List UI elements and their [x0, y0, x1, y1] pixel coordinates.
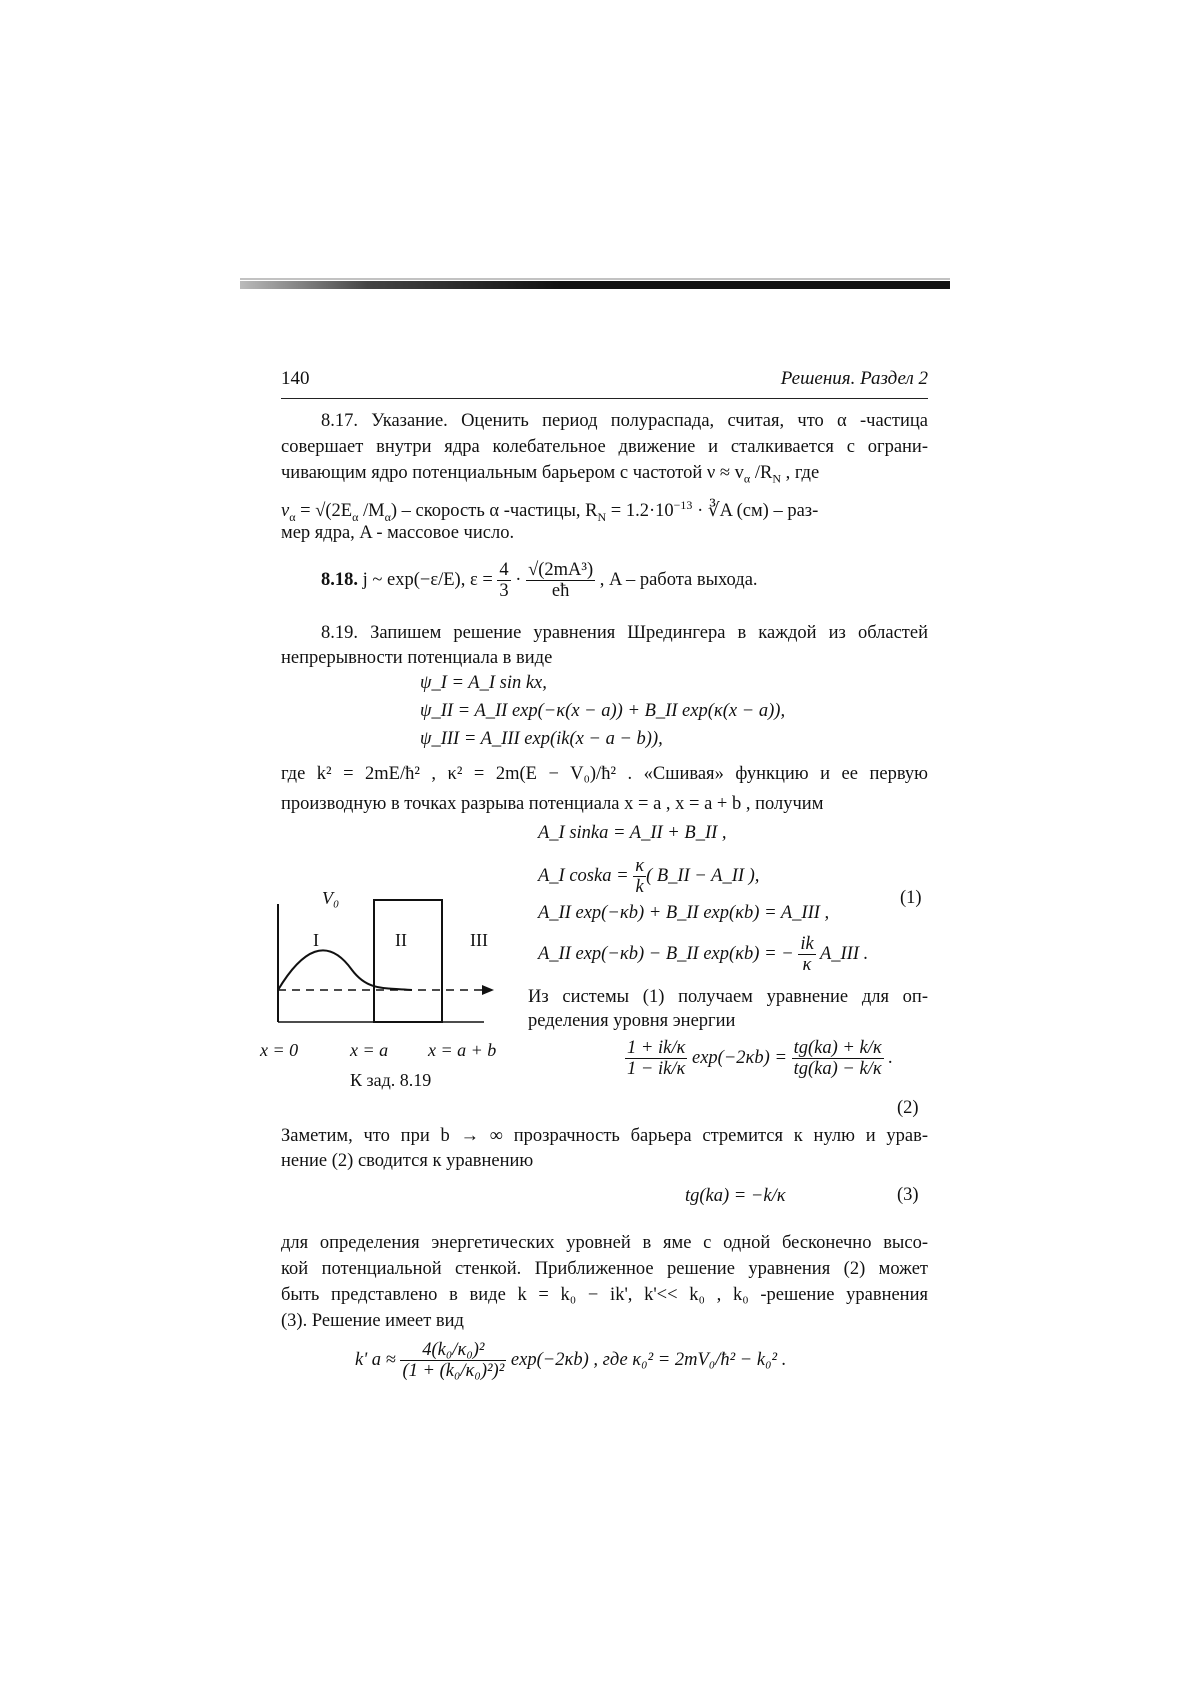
right-text-1: Из системы (1) получаем уравнение для оп- — [528, 987, 928, 1007]
sys-eq-2: A_I coska = $\frac{\kappa}{k}$ ( B_II − A_II ), — [538, 856, 760, 897]
p819-line7: для определения энергетических уровней в яме с одной бесконечно высо- — [281, 1233, 928, 1253]
eq-number-2: (2) — [897, 1098, 919, 1118]
p819-line10: (3). Решение имеет вид — [281, 1311, 464, 1331]
figure-caption: К зад. 8.19 — [350, 1070, 432, 1090]
fig-label-region-3: III — [470, 930, 488, 950]
p819-line4: производную в точках разрыва потенциала x = a , x = a + b , получим — [281, 794, 824, 814]
section-title: Решения. Раздел 2 — [780, 368, 928, 389]
barrier-rect — [374, 900, 442, 1022]
p819-line3: где k² = 2mE/ħ² , κ² = 2m(E − V₀)/ħ² . «Сшивая» функцию и ее первую — [281, 764, 928, 784]
sys-eq-1: A_I sinka = A_II + B_II , — [538, 823, 727, 843]
fig-label-xab: x = a + b — [428, 1040, 497, 1060]
p819-line1: 8.19. Запишем решение уравнения Шредингера в каждой из областей — [321, 623, 928, 643]
p817-line3: чивающим ядро потенциальным барьером с частотой $\nu \approx v_\alpha$ $/R_N$ , где — [281, 463, 820, 486]
eq-number-3: (3) — [897, 1185, 919, 1205]
p819-line5: Заметим, что при b → ∞ прозрачность барьера стремится к нулю и урав- — [281, 1126, 928, 1146]
fig-label-x0: x = 0 — [260, 1040, 299, 1060]
page-number: 140 — [281, 368, 310, 389]
p819-line2: непрерывности потенциала в виде — [281, 648, 553, 668]
p817-line2: совершает внутри ядра колебательное движение и сталкивается с ограни- — [281, 437, 928, 457]
eq-2: $\frac{1 + ik/\kappa}{1 - ik/\kappa}$ exp(−2κb) = $\frac{tg(ka) + k/\kappa}{tg(ka) - k/\kappa}$ . — [627, 1038, 893, 1079]
running-header — [281, 368, 928, 399]
eq-psi-3: ψ_III = A_III exp(ik(x − a − b)), — [420, 729, 663, 749]
right-text-2: ределения уровня энергии — [528, 1011, 736, 1031]
p817-line4: $v_\alpha = √(2E_\alpha$ $/M_\alpha$) – скорость α -частицы, $R_N = 1.2\cdot 10^{-13}$ · ∛A (см) – раз- — [281, 498, 819, 524]
p817-line5: мер ядра, A - массовое число. — [281, 523, 515, 543]
sys-eq-4: A_II exp(−κb) − B_II exp(κb) = − $\frac{ik}{\kappa}$ A_III . — [538, 934, 869, 975]
top-rule — [240, 281, 950, 289]
fig-label-xa: x = a — [350, 1040, 389, 1060]
wavefunction-curve — [278, 950, 412, 990]
p819-line6: нение (2) сводится к уравнению — [281, 1151, 534, 1171]
p817-line1: 8.17. Указание. Оценить период полураспада, считая, что α -частица — [321, 411, 928, 431]
top-scan-line — [240, 278, 950, 280]
eq-psi-1: ψ_I = A_I sin kx, — [420, 673, 547, 693]
eq-3: tg(ka) = −k/κ — [685, 1186, 786, 1206]
p818-formula: 8.18. j ~ exp(−ε/E), ε = $\frac{4}{3}$ · $\frac{\text{√(2mA³)}}{eħ}$ , A – работа выхода. — [321, 560, 758, 601]
fig-label-region-2: II — [395, 930, 407, 950]
p819-line9: быть представлено в виде k = k₀ − ik', k'<< k₀ , k₀ -решение уравнения — [281, 1285, 928, 1305]
axis-arrow — [482, 985, 494, 995]
final-formula: k' a ≈ $\frac{\text{4(k₀/κ₀)²}}{\text{(1 + (k₀/κ₀)²)²}}$ exp(−2κb) , где κ₀² = 2mV₀/ħ² − k₀² . — [355, 1340, 787, 1381]
potential-barrier-figure — [272, 890, 512, 1050]
eq-psi-2: ψ_II = A_II exp(−κ(x − a)) + B_II exp(κ(x − a)), — [420, 701, 786, 721]
p819-line8: кой потенциальной стенкой. Приближенное решение уравнения (2) может — [281, 1259, 928, 1279]
eq-number-1: (1) — [900, 888, 922, 908]
fig-label-region-1: I — [313, 930, 319, 950]
fig-label-v0: V₀ — [322, 888, 340, 908]
sys-eq-3: A_II exp(−κb) + B_II exp(κb) = A_III , — [538, 903, 830, 923]
